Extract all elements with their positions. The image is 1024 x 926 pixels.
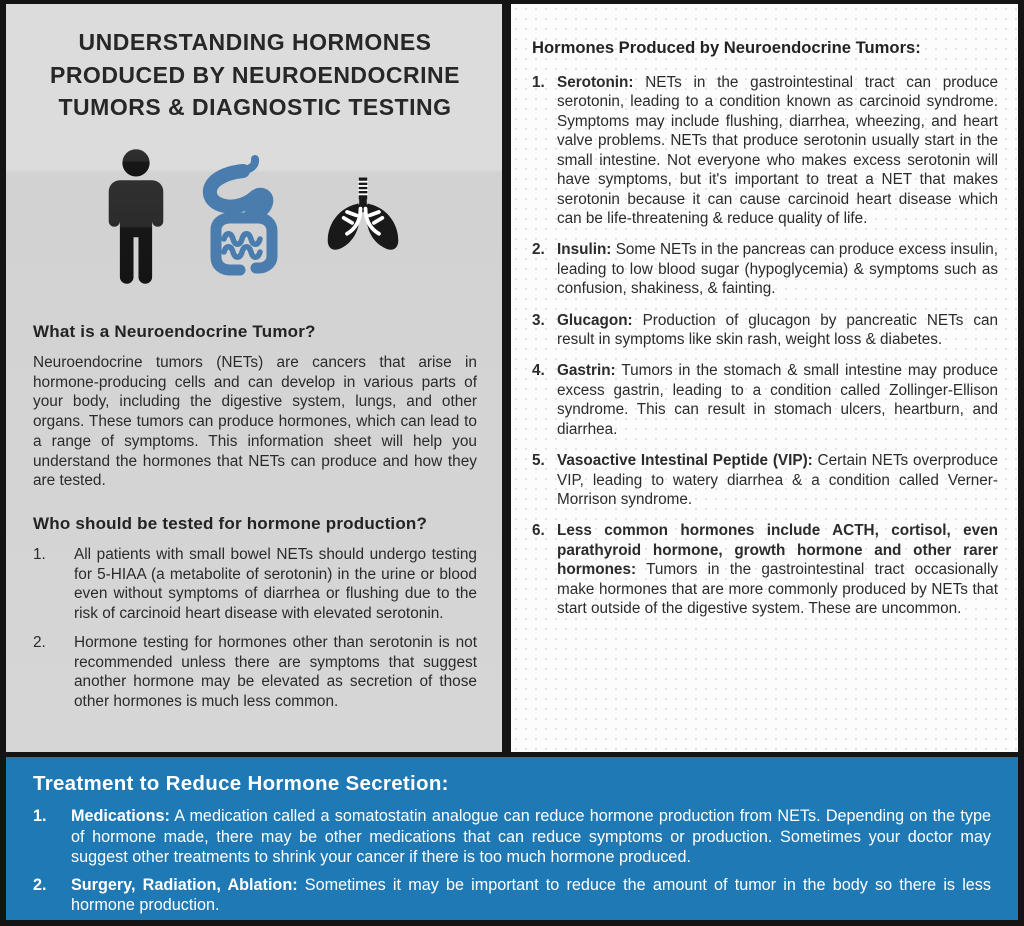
organ-icons-row [33, 139, 477, 299]
lungs-icon [321, 175, 405, 262]
right-panel [511, 4, 1018, 752]
item-lead: Less common hormones include ACTH, cortisol, even parathyroid hormone, growth hormone and other rarer hormones: [557, 522, 998, 579]
list-item [33, 875, 991, 916]
title-line-1: UNDERSTANDING HORMONES [78, 29, 432, 55]
person-icon [105, 148, 167, 289]
digestive-system-icon [199, 153, 289, 285]
item-text: All patients with small bowel NETs should undergo testing for 5-HIAA (a metabolite of serotonin) in the urine or blood even without symptoms of diarrhea or flushing due to the risk of carcinoid heart disease with elevated serotonin. [74, 546, 477, 623]
item-number: 2. [33, 875, 47, 894]
item-text [557, 361, 998, 439]
item-number: 2. [33, 633, 46, 651]
list-item [33, 806, 991, 868]
item-text [557, 240, 998, 298]
item-text [71, 806, 991, 868]
hormones-heading: Hormones Produced by Neuroendocrine Tumors: [532, 38, 921, 57]
item-body: A medication called a somatostatin analogue can reduce hormone production from NETs. Depending on the type of hormone made, there may be other medications that can reduce symptoms or production. Sometimes your doctor may suggest other treatments to shrink your cancer if there is too much hormone produced. [71, 807, 991, 867]
item-body: Sometimes it may be important to reduce the amount of tumor in the body so there is less hormone production. [71, 875, 991, 915]
item-text: Hormone testing for hormones other than serotonin is not recommended unless there are symptoms that suggest another hormone may be elevated as secretion of those other hormones is much less common. [74, 633, 477, 711]
title-line-3: TUMORS & DIAGNOSTIC TESTING [58, 94, 452, 121]
what-is-net-paragraph: Neuroendocrine tumors (NETs) are cancers that arise in hormone-producing cells and can develop in various parts of your body, including the digestive system, lungs, and other organs. These tumors can produce hormones, which can lead to a range of symptoms. This information sheet will help you understand the hormones that NETs can produce and how they are tested. [33, 353, 477, 490]
item-lead: Medications: [71, 807, 170, 825]
item-lead: Surgery, Radiation, Ablation: [71, 875, 298, 894]
what-is-net-heading: What is a Neuroendocrine Tumor? [33, 321, 316, 341]
item-text [557, 311, 998, 350]
item-body: Production of glucagon by pancreatic NETs can result in symptoms like skin rash, weight loss & diabetes. [557, 311, 999, 349]
item-body: Tumors in the gastrointestinal tract occasionally make hormones that are more commonly produced by NETs that start outside of the digestive system. These are uncommon. [557, 561, 998, 618]
item-number: 6. [532, 522, 545, 540]
item-lead: Vasoactive Intestinal Peptide (VIP): [557, 452, 813, 470]
item-number: 5. [532, 452, 545, 470]
page-title [33, 26, 477, 124]
item-lead: Glucagon: [557, 311, 633, 329]
item-body: Some NETs in the pancreas can produce excess insulin, leading to low blood sugar (hypoglycemia) & symptoms such as confusion, shakiness, & fainting. [557, 241, 999, 298]
item-lead: Serotonin: [557, 74, 634, 91]
item-body: NETs in the gastrointestinal tract can produce serotonin, leading to a condition known as carcinoid syndrome. Symptoms may include flushing, diarrhea, wheezing, and heart valve problems. NETs that produce serotonin usually start in the small intestine. Not everyone who makes excess serotonin will have symptoms, but it's important to treat a NET that makes serotonin because it can cause carcinoid heart disease which can be life-threatening & reduce quality of life. [557, 74, 998, 227]
top-section [6, 4, 1018, 752]
list-item [532, 451, 998, 509]
item-lead: Insulin: [557, 241, 612, 259]
item-text [557, 451, 998, 509]
item-number: 1. [33, 546, 46, 563]
item-text [71, 875, 991, 916]
item-lead: Gastrin: [557, 362, 616, 380]
item-number: 1. [33, 807, 47, 825]
hormones-list [532, 73, 998, 619]
treatment-panel [6, 757, 1018, 920]
list-item [532, 521, 998, 618]
list-item [33, 633, 477, 712]
left-panel [6, 4, 502, 752]
item-number: 2. [532, 241, 545, 259]
treatment-list [33, 806, 991, 916]
list-item [532, 73, 998, 228]
item-text [557, 521, 998, 618]
list-item [532, 311, 998, 350]
list-item [33, 545, 477, 624]
treatment-heading: Treatment to Reduce Hormone Secretion: [33, 772, 449, 795]
item-number: 1. [532, 74, 545, 91]
list-item [532, 361, 998, 439]
title-line-2: PRODUCED BY NEUROENDOCRINE [49, 61, 460, 88]
item-body: Tumors in the stomach & small intestine may produce excess gastrin, leading to a condition called Zollinger-Ellison syndrome. This can result in stomach ulcers, heartburn, and diarrhea. [557, 362, 998, 438]
item-number: 3. [532, 311, 545, 329]
item-text [557, 73, 998, 228]
item-body: Certain NETs overproduce VIP, leading to watery diarrhea & a condition called Verner-Morrison syndrome. [557, 452, 998, 509]
item-number: 4. [532, 362, 545, 380]
who-tested-heading: Who should be tested for hormone production? [33, 514, 428, 533]
who-tested-list [33, 545, 477, 712]
list-item [532, 240, 998, 298]
